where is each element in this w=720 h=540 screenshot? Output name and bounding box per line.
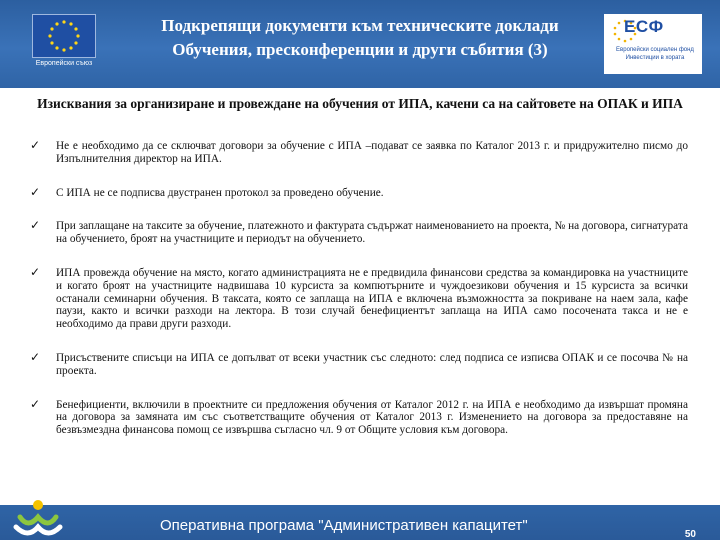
esf-caption: Европейски социален фонд Инвестиции в хората [616,47,694,61]
checkmark-icon: ✓ [30,349,41,364]
list-item-text: ИПА провежда обучение на място, когато администрацията не е предвидила финансови средства за командировка на участниците и когато броят на участниците надвишава 10 курсиста за компютърните и чуждоезикови обучения и 15 курсиста за всички останали семинарни обучения. В таксата, която се заплаща на ИПА е включена възможността за покриване на наем зала, кафе паузи, както и всички разходи на лектора. В този случай бенефициентът заплаща на ИПА само посочената такса и не е необходимо да прави други разходи. [56,266,688,331]
checkmark-icon: ✓ [30,396,41,411]
list-item [30,140,688,166]
list-item [30,220,688,246]
checkmark-icon: ✓ [30,264,41,279]
page-title [110,14,610,62]
list-item-text: С ИПА не се подписва двустранен протокол за проведено обучение. [56,186,384,199]
title-line-2: Обучения, пресконференции и други събития (3) [172,40,548,59]
list-item-text: Бенефициенти, включили в проектните си предложения обучения от Каталог 2012 г. на ИПА е необходимо да извършат промяна на договора за замяната им със съответстващите обучения от Каталог 2013 г. Изменението на договора за предоставяне на безвъзмездна финансова помощ се извършва съгласно чл. 9 от Общите условия към договора. [56,398,688,437]
list-item [30,264,688,331]
requirements-list [30,140,688,437]
eu-logo [32,14,96,72]
esf-logo-text: ЕСФ [624,17,664,36]
eu-label: Европейски съюз [35,60,93,67]
program-logo-icon [10,493,66,540]
checkmark-icon: ✓ [30,218,41,233]
esf-logo-box [604,14,702,74]
checkmark-icon: ✓ [30,184,41,199]
list-item-text: Присъствените списъци на ИПА се допълват от всеки участник със следното: след подписа се изписва ОПАК и се посочва № на проекта. [56,351,688,377]
footer-program-name: Оперативна програма "Административен капацитет" [160,517,528,534]
footer-banner [0,505,720,540]
title-line-1: Подкрепящи документи към техническите доклади [161,16,559,35]
list-item [30,349,688,378]
list-item [30,396,688,437]
list-item-text: При заплащане на таксите за обучение, платежното и фактурата съдържат наименованието на проекта, № на договора, сигнатурата на обучението, броят на участниците и периодът на обучението. [56,220,688,246]
list-item [30,184,688,200]
page-number: 50 [684,529,696,540]
section-subtitle: Изисквания за организиране и провеждане на обучения от ИПА, качени са на сайтовете на ОПАК и ИПА [37,96,683,111]
eu-flag-icon [32,14,96,58]
header-banner [0,0,720,88]
list-item-text: Не е необходимо да се сключват договори за обучение с ИПА –подават се заявка по Каталог 2013 г. и придружително писмо до Изпълнителния директор на ИПА. [56,140,688,165]
checkmark-icon: ✓ [30,138,41,152]
